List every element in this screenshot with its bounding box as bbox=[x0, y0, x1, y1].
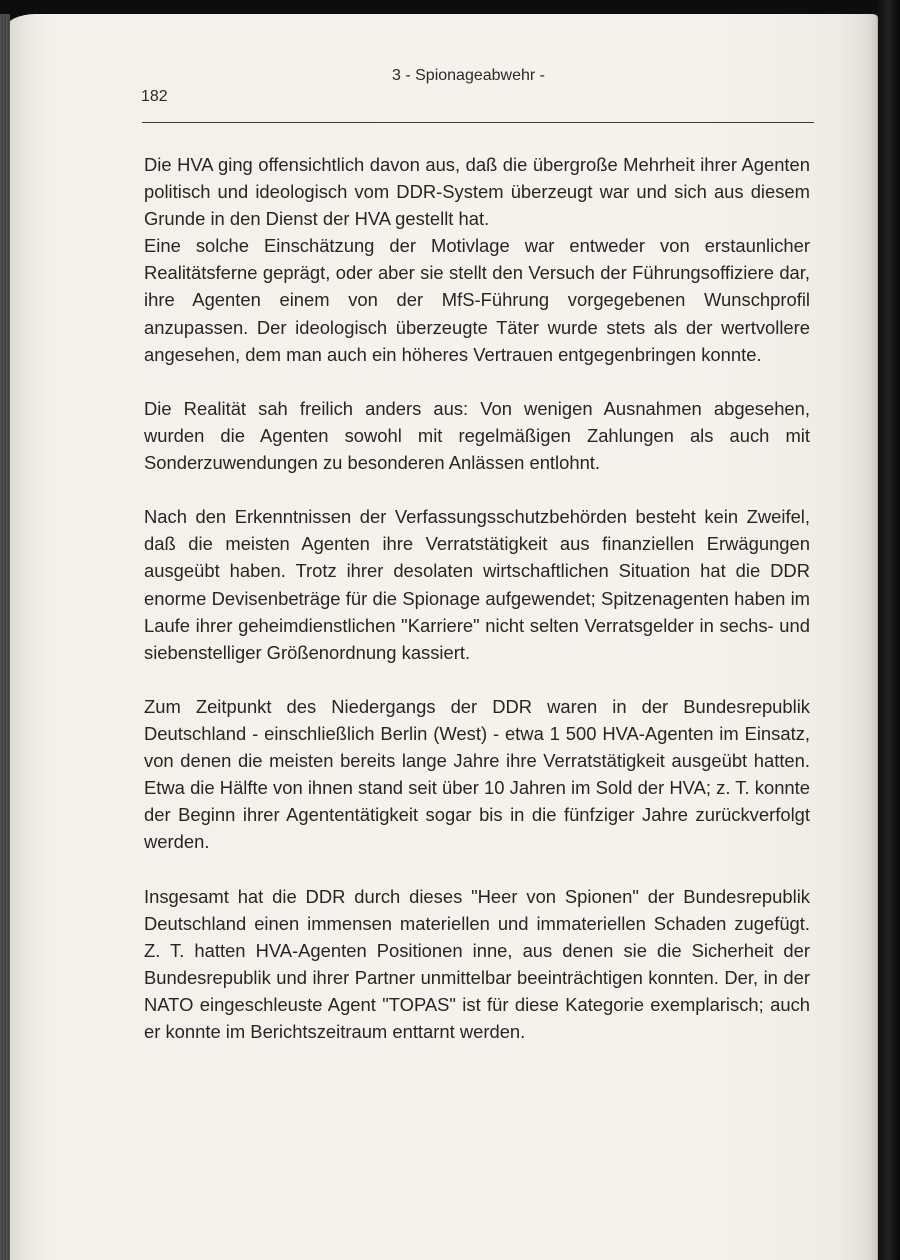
page-header bbox=[0, 0, 900, 130]
paragraph: Die HVA ging offensichtlich davon aus, daß die übergroße Mehrheit ihrer Agenten politisch und ideologisch vom DDR-System überzeugt war und sich aus diesem Grunde in den Dienst der HVA gestellt hat. bbox=[144, 154, 810, 230]
paragraph: Die Realität sah freilich anders aus: Von wenigen Ausnahmen abgesehen, wurden die Agenten sowohl mit regelmäßigen Zahlungen als auch mit Sonderzuwendungen zu besonderen Anlässen entlohnt. bbox=[144, 397, 810, 474]
paragraph: Nach den Erkenntnissen der Verfassungsschutzbehörden besteht kein Zweifel, daß die meisten Agenten ihre Verratstätigkeit aus finanziellen Erwägungen ausgeübt haben. Trotz ihrer desolaten wirtschaftlichen Situation hat die DDR enorme Devisenbeträge für die Spionage aufgewendet; Spitzenagenten haben im Laufe ihrer geheimdienstlichen "Karriere" nicht selten Verratsgelder in sechs- und siebenstelliger Größenordnung kassiert. bbox=[144, 506, 810, 663]
body-text bbox=[144, 151, 810, 1045]
paragraph: Zum Zeitpunkt des Niedergangs der DDR waren in der Bundesrepublik Deutschland - einschließlich Berlin (West) - etwa 1 500 HVA-Agenten im Einsatz, von denen die meisten bereits lange Jahre ihre Verratstätigkeit ausgeübt hatten. Etwa die Hälfte von ihnen stand seit über 10 Jahren im Sold der HVA; z. T. konnte der Beginn ihrer Agententätigkeit sogar bis in die fünfziger Jahre zurückverfolgt werden. bbox=[144, 695, 810, 853]
running-head: 3 - Spionageabwehr - bbox=[392, 67, 545, 84]
binding-shadow bbox=[876, 0, 900, 1260]
header-rule bbox=[142, 122, 814, 123]
page-number: 182 bbox=[141, 88, 168, 105]
page-stack-edge bbox=[0, 14, 10, 1260]
paragraph: Insgesamt hat die DDR durch dieses "Heer von Spionen" der Bundesrepublik Deutschland einen immensen materiellen und immateriellen Schaden zugefügt. Z. T. hatten HVA-Agenten Positionen inne, aus denen sie die Sicherheit der Bundesrepublik und ihrer Partner unmittelbar beeinträchtigen konnten. Der, in der NATO eingeschleuste Agent "TOPAS" ist für diese Kategorie exemplarisch; auch er konnte im Berichtszeitraum enttarnt werden. bbox=[144, 885, 810, 1042]
paragraph: Eine solche Einschätzung der Motivlage war entweder von erstaunlicher Realitätsferne geprägt, oder aber sie stellt den Versuch der Führungsoffiziere dar, ihre Agenten einem von der MfS-Führung vorgegebenen Wunschprofil anzupassen. Der ideologisch überzeugte Täter wurde stets als der wertvollere angesehen, dem man auch ein höheres Vertrauen entgegenbringen konnte. bbox=[144, 235, 810, 365]
